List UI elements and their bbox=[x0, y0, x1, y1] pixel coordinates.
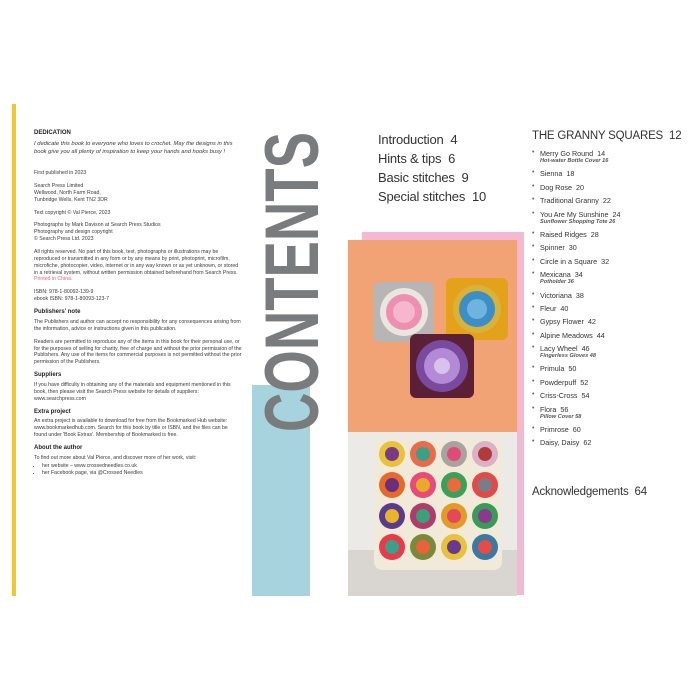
intro-toc bbox=[378, 130, 528, 206]
granny-section-heading bbox=[532, 130, 692, 142]
toc-entry-page: 9 bbox=[461, 170, 469, 185]
bullet-icon: • bbox=[532, 209, 535, 217]
entry-label: Victoriana bbox=[540, 290, 572, 300]
bullet-icon: • bbox=[532, 364, 535, 372]
publisher-line: Search Press Limited bbox=[34, 182, 84, 189]
dedication-text: I dedicate this book to everyone who loves to crochet. May the designs in this book give you all plenty of inspiration to keep your hands and hooks busy ! bbox=[34, 140, 233, 156]
publishers-note-heading: Publishers' note bbox=[34, 309, 81, 316]
entry-page: 46 bbox=[581, 344, 590, 354]
bullet-icon: • bbox=[532, 303, 535, 311]
publisher-line: Tunbridge Wells, Kent TN2 3DR bbox=[34, 196, 108, 203]
entry-page: 28 bbox=[590, 229, 599, 239]
entry-line bbox=[540, 364, 692, 373]
entry-page: 24 bbox=[612, 209, 621, 219]
pillow-motif-center bbox=[416, 478, 430, 492]
ack-page: 64 bbox=[634, 486, 647, 498]
isbn-line: ISBN: 978-1-80092-139-9 bbox=[34, 289, 94, 296]
entry-label: Spinner bbox=[540, 243, 565, 253]
granny-square-entry[interactable] bbox=[532, 438, 692, 447]
bullet-icon: • bbox=[532, 377, 535, 385]
photo-credits bbox=[34, 222, 242, 243]
entry-page: 32 bbox=[601, 256, 610, 266]
bullet-icon: • bbox=[532, 256, 535, 264]
pillow-cover-photo bbox=[348, 432, 517, 596]
accent-bar bbox=[12, 104, 16, 596]
pink-granny-square bbox=[374, 282, 434, 342]
entry-label: Primula bbox=[540, 364, 565, 374]
entry-subproject: Fingerless Gloves 48 bbox=[540, 353, 596, 360]
granny-square-entry[interactable] bbox=[532, 210, 692, 226]
pillow-motif-center bbox=[385, 478, 399, 492]
entry-line bbox=[540, 169, 692, 178]
bullet-icon: • bbox=[532, 438, 535, 446]
isbn-block bbox=[34, 289, 242, 303]
entry-line bbox=[540, 257, 692, 266]
entry-line bbox=[540, 331, 692, 340]
entry-line bbox=[540, 183, 692, 192]
entry-line bbox=[540, 291, 692, 300]
granny-square-entry[interactable] bbox=[532, 291, 692, 300]
toc-entry-page: 4 bbox=[450, 132, 458, 147]
entry-page: 30 bbox=[568, 243, 577, 253]
publishers-note: The Publishers and author can accept no responsibility for any consequences arising from the information, advice or instructions given in this publication. bbox=[34, 318, 241, 332]
granny-square-entry[interactable] bbox=[532, 405, 692, 421]
entry-label: Mexicana bbox=[540, 270, 571, 280]
entry-label: Flora bbox=[540, 404, 557, 414]
suppliers-heading: Suppliers bbox=[34, 372, 62, 379]
bullet-icon: • bbox=[532, 196, 535, 204]
toc-entry[interactable] bbox=[378, 130, 528, 149]
granny-square-entry[interactable] bbox=[532, 270, 692, 286]
bullet-icon: • bbox=[532, 182, 535, 190]
granny-square-entry[interactable] bbox=[532, 317, 692, 326]
granny-square-entry[interactable] bbox=[532, 391, 692, 400]
extra-project-text: An extra project is available to download for free from the Bookmarked Hub website: www.bookmarkedhub.com. Search for this book by title or ISBN, and the files can be found under 'Book Extras'. Membership of Bookmarked is free. bbox=[34, 418, 228, 439]
pillow-motif-center bbox=[385, 447, 399, 461]
bullet-icon: • bbox=[532, 330, 535, 338]
readers-text: Readers are permitted to reproduce any of the items in this book for their personal use, or for the purposes of selling for charity, free of charge and without the prior permission of the Publishers. Any use of the items for commercial purposes is not permitted without the prior permission of the Publishers. bbox=[34, 338, 242, 366]
granny-squares-photo bbox=[348, 240, 517, 432]
bullet-icon: • bbox=[532, 149, 535, 156]
pillow-motif-center bbox=[478, 447, 492, 461]
entry-label: Criss-Cross bbox=[540, 391, 578, 401]
entry-line bbox=[540, 243, 692, 252]
pillow-motif-center bbox=[447, 509, 461, 523]
granny-square-entry[interactable] bbox=[532, 364, 692, 373]
toc-entry[interactable] bbox=[378, 187, 528, 206]
entry-page: 20 bbox=[575, 182, 584, 192]
entry-page: 54 bbox=[581, 391, 590, 401]
toc-entry-label: Basic stitches bbox=[378, 170, 455, 185]
dedication-heading: DEDICATION bbox=[34, 130, 71, 136]
pillow-motif-center bbox=[447, 478, 461, 492]
granny-square-entry[interactable] bbox=[532, 378, 692, 387]
granny-square-entry[interactable] bbox=[532, 230, 692, 239]
entry-page: 38 bbox=[575, 290, 584, 300]
first-published: First published in 2023 bbox=[34, 170, 87, 177]
entry-line bbox=[540, 405, 692, 414]
granny-square-entry[interactable] bbox=[532, 304, 692, 313]
entry-line bbox=[540, 196, 692, 205]
entry-page: 44 bbox=[596, 330, 605, 340]
about-author-heading: About the author bbox=[34, 445, 83, 452]
entry-page: 60 bbox=[572, 425, 581, 435]
publisher-address bbox=[34, 183, 242, 204]
entry-page: 22 bbox=[602, 196, 611, 206]
section-page: 12 bbox=[669, 130, 682, 142]
entry-label: Sienna bbox=[540, 169, 563, 179]
granny-square-entry[interactable] bbox=[532, 196, 692, 205]
entry-line bbox=[540, 438, 692, 447]
entry-line bbox=[540, 210, 692, 219]
entry-line bbox=[540, 378, 692, 387]
granny-square-entry[interactable] bbox=[532, 183, 692, 192]
pillow-motif-center bbox=[416, 447, 430, 461]
granny-square-entry[interactable] bbox=[532, 344, 692, 360]
entry-page: 42 bbox=[587, 317, 596, 327]
entry-page: 50 bbox=[568, 364, 577, 374]
entry-page: 40 bbox=[560, 303, 569, 313]
toc-entry-label: Introduction bbox=[378, 132, 444, 147]
toc-entry-label: Special stitches bbox=[378, 189, 466, 204]
granny-square-entry[interactable] bbox=[532, 331, 692, 340]
entry-line bbox=[540, 317, 692, 326]
entry-label: Powderpuff bbox=[540, 377, 577, 387]
entry-label: Alpine Meadows bbox=[540, 330, 593, 340]
bullet-icon: • bbox=[532, 270, 535, 278]
pillow-motif-center bbox=[447, 447, 461, 461]
ack-label: Acknowledgements bbox=[532, 486, 629, 498]
bullet-icon: • bbox=[532, 169, 535, 177]
entry-label: You Are My Sunshine bbox=[540, 209, 609, 219]
publisher-line: Wellwood, North Farm Road, bbox=[34, 189, 101, 196]
entry-label: Fleur bbox=[540, 303, 557, 313]
entry-line bbox=[540, 391, 692, 400]
entry-label: Lacy Wheel bbox=[540, 344, 578, 354]
entry-label: Raised Ridges bbox=[540, 229, 587, 239]
entry-page: 14 bbox=[597, 149, 606, 158]
pillow-motif-center bbox=[478, 478, 492, 492]
imprint-block bbox=[34, 130, 242, 483]
entry-subproject: Sunflower Shopping Tote 26 bbox=[540, 218, 616, 225]
granny-square-entry[interactable] bbox=[532, 243, 692, 252]
entry-line bbox=[540, 344, 692, 353]
author-link[interactable]: • her Facebook page, via @Crossed Needles bbox=[42, 470, 242, 477]
toc-entry-page: 10 bbox=[471, 189, 487, 204]
pillow-motif-center bbox=[478, 509, 492, 523]
entry-label: Dog Rose bbox=[540, 182, 572, 192]
pillow-motif-center bbox=[385, 509, 399, 523]
bullet-icon: • bbox=[532, 404, 535, 412]
rights-body: All rights reserved. No part of this book, text, photographs or illustrations may be reproduced or transmitted in any form or by any means by print, photoprint, microfilm, microfiche, photocopier, video, internet or in any way known or as yet unknown, or stored in a retrieval system, without written permission obtained beforehand from Search Press. bbox=[34, 249, 239, 276]
entry-label: Circle in a Square bbox=[540, 256, 598, 266]
granny-square-entry[interactable] bbox=[532, 425, 692, 434]
entry-line bbox=[540, 230, 692, 239]
entry-label: Traditional Granny bbox=[540, 196, 599, 206]
entry-subproject: Pillow Cover 58 bbox=[540, 413, 582, 420]
granny-square-entry[interactable] bbox=[532, 257, 692, 266]
acknowledgements-entry[interactable] bbox=[532, 486, 647, 498]
entry-page: 56 bbox=[560, 404, 569, 414]
pillow-motif-center bbox=[385, 540, 399, 554]
entry-page: 62 bbox=[583, 438, 592, 448]
entry-line bbox=[540, 149, 692, 158]
bullet-icon: • bbox=[532, 317, 535, 325]
isbn-line: ebook ISBN: 978-1-80093-123-7 bbox=[34, 296, 109, 303]
author-links bbox=[34, 463, 242, 477]
toc-entry[interactable] bbox=[378, 149, 528, 168]
entry-subproject: Hot-water Bottle Cover 16 bbox=[540, 158, 609, 164]
extra-project-heading: Extra project bbox=[34, 408, 71, 415]
entry-page: 34 bbox=[574, 270, 583, 280]
entry-line bbox=[540, 304, 692, 313]
bullet-icon: • bbox=[532, 425, 535, 433]
entry-line bbox=[540, 270, 692, 279]
entry-page: 52 bbox=[580, 377, 589, 387]
photo-line: Photographs by Mark Davison at Search Press Studios bbox=[34, 222, 161, 229]
entry-label: Gypsy Flower bbox=[540, 317, 584, 327]
granny-list bbox=[532, 149, 692, 447]
granny-square-entry[interactable] bbox=[532, 169, 692, 178]
author-link[interactable]: • her website – www.crossedneedles.co.uk bbox=[42, 463, 242, 470]
photo-line: Photography and design copyright bbox=[34, 229, 113, 236]
entry-page: 18 bbox=[566, 169, 575, 179]
pillow-motif-center bbox=[478, 540, 492, 554]
bullet-icon: • bbox=[532, 344, 535, 352]
section-label: THE GRANNY SQUARES bbox=[532, 130, 664, 142]
blue-granny-square bbox=[446, 278, 508, 340]
rights-text bbox=[34, 249, 242, 283]
granny-toc bbox=[532, 130, 692, 452]
bullet-icon: • bbox=[532, 290, 535, 298]
pillow-motif-center bbox=[416, 540, 430, 554]
entry-subproject: Potholder 36 bbox=[540, 279, 574, 286]
suppliers-text: If you have difficulty in obtaining any of the materials and equipment mentioned in this book, then please visit the Search Press website for details of suppliers: www.searchpress.com bbox=[34, 381, 231, 402]
toc-entry-page: 6 bbox=[448, 151, 456, 166]
text-copyright: Text copyright © Val Pierce, 2023 bbox=[34, 209, 111, 216]
purple-granny-square bbox=[410, 334, 474, 398]
entry-label: Primrose bbox=[540, 425, 569, 435]
granny-square-entry[interactable] bbox=[532, 149, 692, 165]
entry-label: Merry Go Round bbox=[540, 149, 594, 158]
contents-title bbox=[250, 14, 335, 434]
bullet-icon: • bbox=[532, 391, 535, 399]
bullet-icon: • bbox=[532, 243, 535, 251]
entry-label: Daisy, Daisy bbox=[540, 438, 580, 448]
contents-title-text: CONTENTS bbox=[250, 14, 335, 432]
printed-in: Printed in China. bbox=[34, 276, 73, 283]
toc-entry-label: Hints & tips bbox=[378, 151, 442, 166]
about-author-text: To find out more about Val Pierce, and discover more of her work, visit: bbox=[34, 454, 197, 461]
pillow-motif-center bbox=[416, 509, 430, 523]
toc-entry[interactable] bbox=[378, 168, 528, 187]
bullet-icon: • bbox=[532, 229, 535, 237]
photo-line: © Search Press Ltd. 2023 bbox=[34, 236, 94, 243]
entry-line bbox=[540, 425, 692, 434]
pillow-motif-center bbox=[447, 540, 461, 554]
